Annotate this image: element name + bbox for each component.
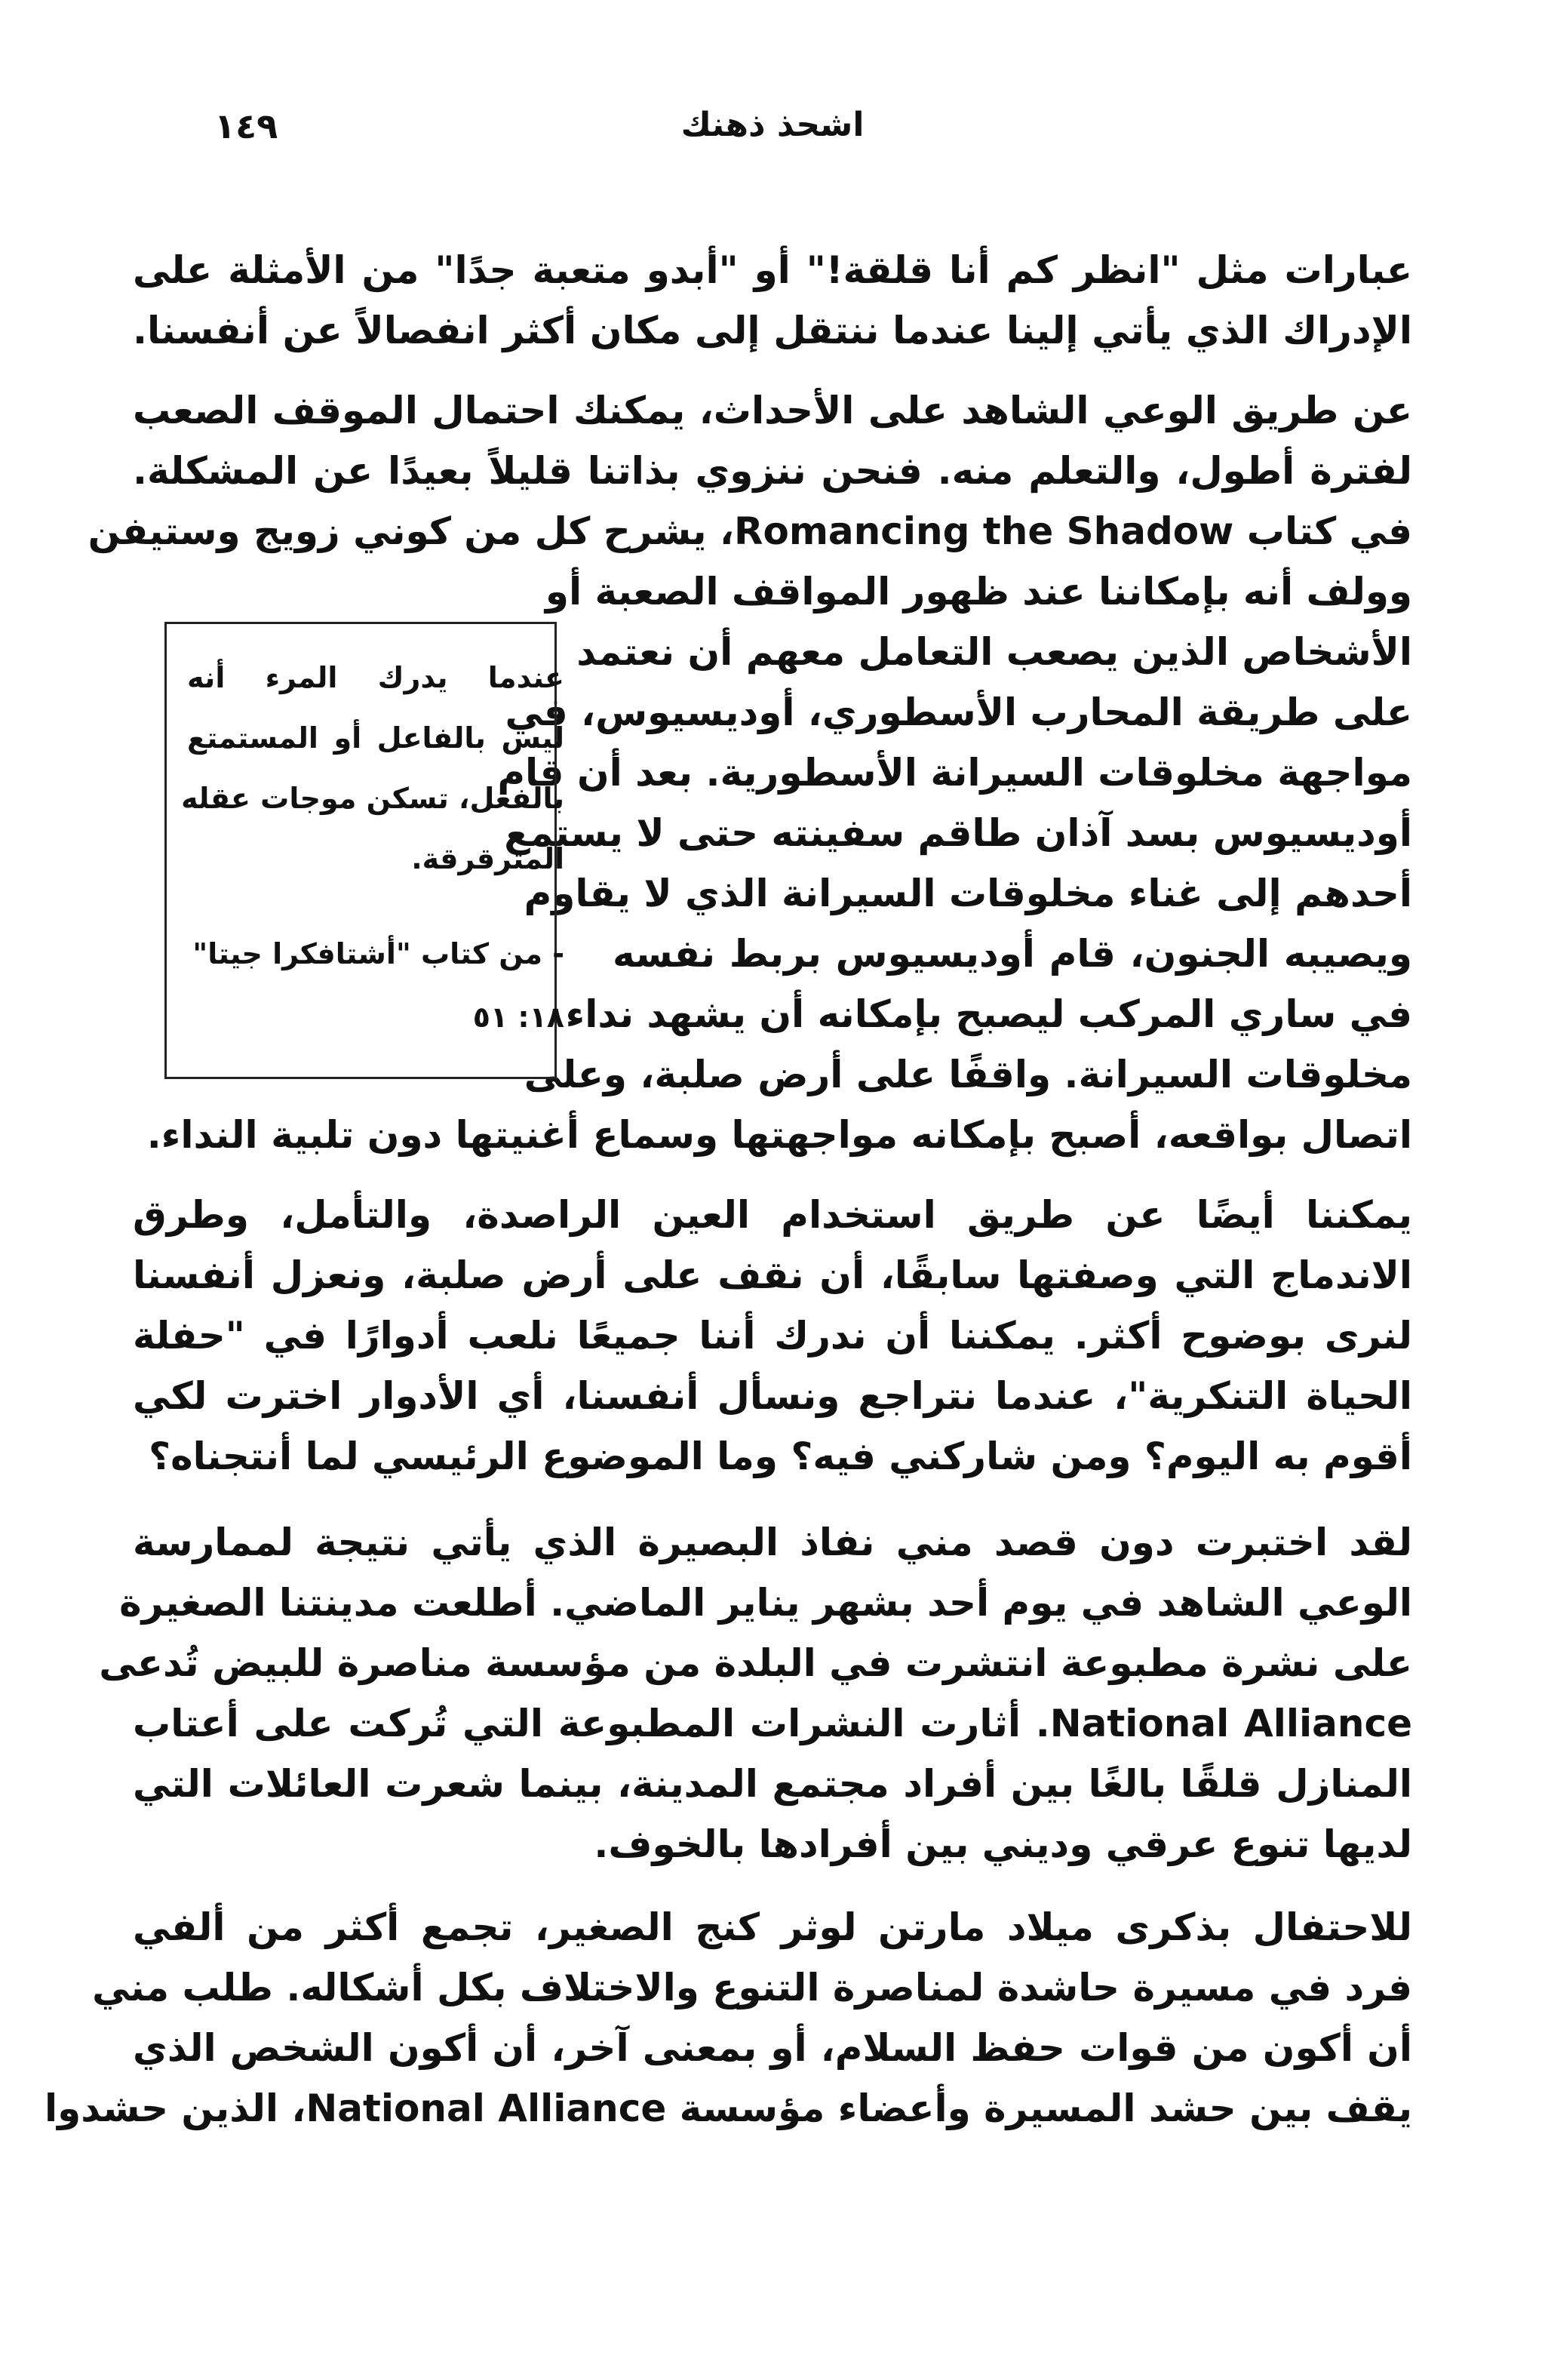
body-line: في ساري المركب ليصبح بإمكانه أن يشهد نداء <box>565 992 1412 1036</box>
body-line: عن طريق الوعي الشاهد على الأحداث، يمكنك احتمال الموقف الصعب <box>133 389 1412 432</box>
body-line: ويصيبه الجنون، قام أوديسيوس بربط نفسه <box>613 932 1412 976</box>
body-line: على نشرة مطبوعة انتشرت في البلدة من مؤسسة مناصرة للبيض تُدعى <box>99 1641 1412 1685</box>
body-line: للاحتفال بذكرى ميلاد مارتن لوثر كنج الصغير، تجمع أكثر من ألفي <box>133 1905 1412 1949</box>
body-line: عبارات مثل "انظر كم أنا قلقة!" أو "أبدو متعبة جدًا" من الأمثلة على <box>133 248 1412 292</box>
body-line: وولف أنه بإمكاننا عند ظهور المواقف الصعبة أو <box>545 570 1412 613</box>
body-line: أقوم به اليوم؟ ومن شاركني فيه؟ وما الموضوع الرئيسي لما أنتجناه؟ <box>149 1434 1412 1478</box>
body-line: في كتاب Romancing the Shadow، يشرح كل من كوني زويج وستيفن <box>88 509 1412 553</box>
body-line: لقد اختبرت دون قصد مني نفاذ البصيرة الذي يأتي نتيجة لممارسة <box>133 1521 1412 1564</box>
body-line: على طريقة المحارب الأسطوري، أوديسيوس، في <box>505 690 1412 734</box>
body-line: المنازل قلقًا بالغًا بين أفراد مجتمع المدينة، بينما شعرت العائلات التي <box>133 1762 1412 1806</box>
body-line: يقف بين حشد المسيرة وأعضاء مؤسسة National Alliance، الذين حشدوا <box>45 2086 1412 2130</box>
body-line: الإدراك الذي يأتي إلينا عندما ننتقل إلى مكان أكثر انفصالاً عن أنفسنا. <box>133 309 1412 352</box>
quote-line: المترقرقة. <box>411 842 564 875</box>
body-line: مخلوقات السيرانة. واقفًا على أرض صلبة، وعلى <box>524 1053 1412 1096</box>
body-line: لنرى بوضوح أكثر. يمكننا أن ندرك أننا جميعًا نلعب أدوارًا في "حفلة <box>133 1314 1412 1358</box>
body-line: الاندماج التي وصفتها سابقًا، أن نقف على أرض صلبة، ونعزل أنفسنا <box>133 1253 1412 1297</box>
body-line: الوعي الشاهد في يوم أحد بشهر يناير الماضي. أطلعت مدينتنا الصغيرة <box>119 1581 1412 1625</box>
quote-line: بالفعل، تسكن موجات عقله <box>181 782 564 815</box>
body-line: اتصال بواقعه، أصبح بإمكانه مواجهتها وسماع أغنيتها دون تلبية النداء. <box>146 1113 1412 1157</box>
body-line: مواجهة مخلوقات السيرانة الأسطورية. بعد أن قام <box>497 751 1412 795</box>
body-line: أوديسيوس بسد آذان طاقم سفينته حتى لا يستمع <box>504 811 1412 855</box>
body-line: الحياة التنكرية"، عندما نتراجع ونسأل أنفسنا، أي الأدوار اخترت لكي <box>133 1374 1412 1418</box>
body-line: فرد في مسيرة حاشدة لمناصرة التنوع والاختلاف بكل أشكاله. طلب مني <box>92 1966 1412 2009</box>
body-line: لفترة أطول، والتعلم منه. فنحن ننزوي بذاتنا قليلاً بعيدًا عن المشكلة. <box>133 449 1412 493</box>
body-line: أن أكون من قوات حفظ السلام، أو بمعنى آخر، أن أكون الشخص الذي <box>133 2026 1412 2070</box>
quote-source: - من كتاب "أشتافكرا جيتا" <box>192 937 564 970</box>
body-line: يمكننا أيضًا عن طريق استخدام العين الراصدة، والتأمل، وطرق <box>133 1193 1412 1237</box>
body-line: الأشخاص الذين يصعب التعامل معهم أن نعتمد <box>576 630 1412 674</box>
quote-reference: ١٨: ٥١ <box>472 1001 564 1034</box>
quote-line: ليس بالفاعل أو المستمتع <box>187 721 564 755</box>
quote-line: عندما يدرك المرء أنه <box>187 661 564 694</box>
body-line: أحدهم إلى غناء مخلوقات السيرانة الذي لا يقاوم <box>524 872 1412 915</box>
page-number: ١٤٩ <box>214 106 278 146</box>
running-title: اشحذ ذهنك <box>680 106 865 144</box>
body-line: لديها تنوع عرقي وديني بين أفرادها بالخوف. <box>594 1822 1412 1866</box>
body-line: National Alliance. أثارت النشرات المطبوعة التي تُركت على أعتاب <box>133 1702 1412 1745</box>
